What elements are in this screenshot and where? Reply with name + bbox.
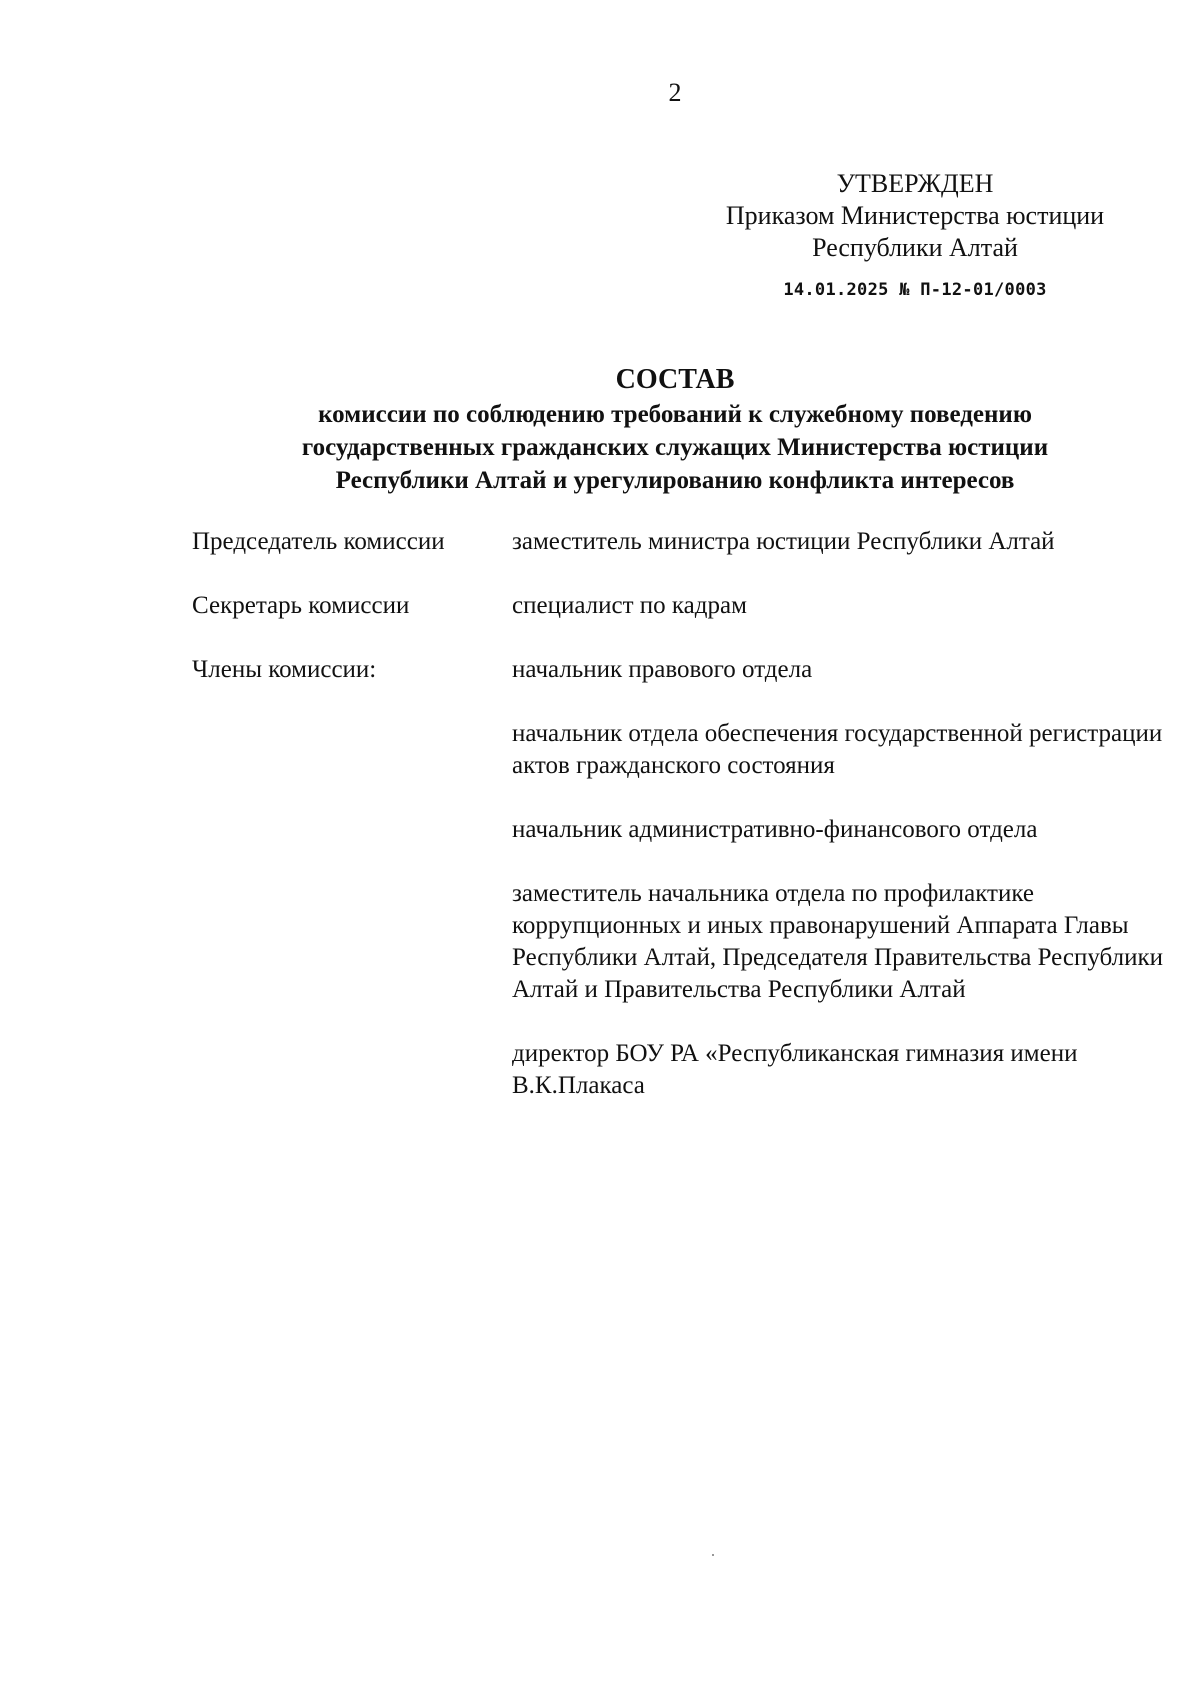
page-number: 2 <box>668 78 682 107</box>
member-row-chair <box>192 526 1192 558</box>
position-text: начальник правового отдела <box>512 656 813 683</box>
registration-number: 14.01.2025 № П-12-01/0003 <box>783 280 1047 300</box>
title-line-1: комиссии по соблюдению требований к служебному поведению <box>318 401 1032 428</box>
approval-heading: УТВЕРЖДЕН <box>836 169 994 198</box>
member-row-secretary <box>192 590 1192 622</box>
position-text: начальник отдела обеспечения государственной регистрации актов гражданского состояния <box>512 720 1163 779</box>
position-text: специалист по кадрам <box>512 592 747 619</box>
approval-region: Республики Алтай <box>812 233 1018 262</box>
position-text: заместитель начальника отдела по профилактике коррупционных и иных правонарушений Аппарата Главы Республики Алтай, Председателя Правительства Республики Алтай и Правительства Республики Алтай <box>512 880 1164 1003</box>
scan-speck <box>712 1554 714 1556</box>
title-main: СОСТАВ <box>615 364 735 395</box>
commission-composition <box>192 526 1192 1134</box>
position-text: заместитель министра юстиции Республики Алтай <box>512 528 1055 555</box>
position-list <box>512 590 1192 622</box>
role-label: Председатель комиссии <box>192 528 445 555</box>
title-line-3: Республики Алтай и урегулированию конфликта интересов <box>335 467 1015 494</box>
position-list <box>512 654 1192 1102</box>
role-label: Секретарь комиссии <box>192 592 410 619</box>
position-list <box>512 526 1192 558</box>
position-text: директор БОУ РА «Республиканская гимназия имени В.К.Плакаса <box>512 1040 1078 1099</box>
position-text: начальник административно-финансового отдела <box>512 816 1038 843</box>
member-row-committee <box>192 654 1192 1102</box>
approval-stamp <box>700 168 1130 302</box>
approval-order: Приказом Министерства юстиции <box>725 201 1105 230</box>
title-line-2: государственных гражданских служащих Министерства юстиции <box>301 434 1049 461</box>
document-title <box>150 362 1200 497</box>
role-label: Члены комиссии: <box>192 656 377 683</box>
